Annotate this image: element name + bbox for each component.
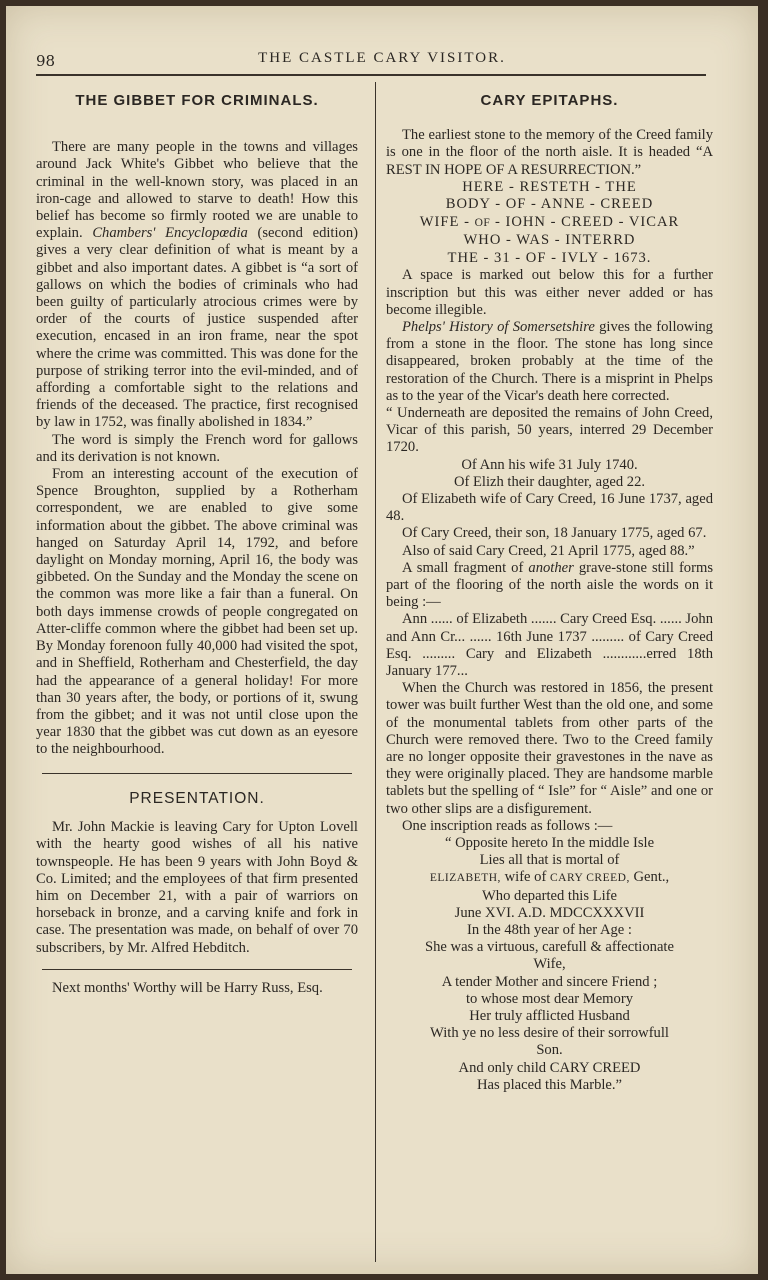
epitaph-line-2: Lies all that is mortal of (479, 852, 620, 869)
phelps-title: Phelps' History of Somersetshire (402, 318, 595, 335)
quote-line-1: “ Underneath are deposited the remains of John Creed, Vicar of this parish, 50 years, interred 29 December 1720. (386, 404, 713, 456)
fragment-inscription: Ann ...... of Elizabeth ....... Cary Creed Esq. ...... John and Ann Cr... ...... 16th June 1737 ......... of Cary Creed Esq. ......... Cary and Elizabeth ............erred 18th January 177... (386, 611, 713, 679)
inscription-line-3 (386, 214, 713, 233)
phelps-text: gives the following from a stone in the floor. The stone has long since disappeared, broken probably at the time of the restoration of the Church. There is a misprint in Phelps as to the year of the Vicar's death here corrected. (386, 318, 713, 404)
gibbet-text-1a: There are many people in the towns and villages around Jack White's Gibbet who believe that the criminal in the well-known story, was placed in an iron-cage and allowed to starve to death! How this belief has become so firmly rooted we are unable to explain. (36, 139, 358, 242)
presentation-heading: PRESENTATION. (129, 790, 265, 808)
restoration-paragraph: When the Church was restored in 1856, the present tower was built further West than the old one, and some of the monumental tablets from other parts of the Church were removed there. Two to the Creed family are no longer opposite their gravestones in the nave as they were originally placed. They are handsome marble tablets but the spelling of “ Isle” for “ Aisle” and one or two other slips are a disfigurement. (386, 680, 713, 817)
left-column (36, 92, 358, 998)
gibbet-heading: THE GIBBET FOR CRIMINALS. (75, 92, 319, 109)
epitaph-line-12: With ye no less desire of their sorrowfull (430, 1025, 669, 1042)
cary-creed-name: CARY CREED, (550, 872, 630, 885)
inscription-intro: One inscription reads as follows :— (402, 817, 613, 834)
epitaph-space-note: A space is marked out below this for a further inscription but this was either never added or has become illegible. (386, 267, 713, 318)
epitaph-line-3 (386, 869, 713, 887)
chambers-title: Chambers' Encyclopœdia (92, 225, 248, 242)
running-header (6, 46, 758, 76)
fragment-intro (386, 560, 713, 612)
publication-title: THE CASTLE CARY VISITOR. (258, 50, 506, 66)
quote-line-6: Also of said Cary Creed, 21 April 1775, aged 88.” (402, 542, 695, 559)
gibbet-paragraph-2: The word is simply the French word for gallows and its derivation is not known. (36, 431, 358, 465)
epitaph-line-1: “ Opposite hereto In the middle Isle (444, 835, 655, 852)
epitaph-line-11: Her truly afflicted Husband (469, 1008, 630, 1025)
magazine-page (6, 6, 758, 1274)
section-rule (42, 773, 352, 775)
epitaph-line-8: Wife, (533, 956, 566, 973)
insc3-of: OF (474, 216, 491, 229)
inscription-line-1: HERE - RESTETH - THE (462, 178, 637, 195)
anne-creed-inscription (386, 179, 713, 268)
fragment-italic: another (528, 559, 574, 576)
section-rule-2 (42, 969, 352, 971)
epitaph-line-14: And only child CARY CREED (458, 1059, 641, 1076)
right-column (386, 92, 713, 1094)
epitaph-line-15: Has placed this Marble.” (476, 1076, 623, 1093)
header-rule (36, 74, 706, 76)
epitaph-line-6: In the 48th year of her Age : (467, 922, 632, 939)
fragment-text-a: A small fragment of (402, 559, 524, 576)
fragment-text-b: grave-stone still forms part of the flooring of the north aisle the words on it being :— (386, 559, 713, 611)
epitaph-line-10: to whose most dear Memory (466, 990, 633, 1007)
quote-line-2: Of Ann his wife 31 July 1740. (461, 456, 638, 473)
epitaph-line-7: She was a virtuous, carefull & affectionate (425, 939, 674, 956)
epitaph-line-9: A tender Mother and sincere Friend ; (441, 973, 658, 990)
epitaphs-heading: CARY EPITAPHS. (480, 92, 619, 109)
insc3a: WIFE - (419, 213, 470, 230)
inscription-line-5: THE - 31 - OF - IVLY - 1673. (447, 249, 652, 266)
epitaph-line-5: June XVI. A.D. MDCCXXXVII (454, 904, 645, 921)
gibbet-paragraph-3: From an interesting account of the execution of Spence Broughton, supplied by a Rotherham correspondent, we are enabled to give some information about the gibbet. The above criminal was hanged on Saturday April 14, 1792, and before daylight on Monday morning, April 16, the body was gibbeted. On the Sunday and the Monday the scene on the common was more like a fair than a funeral. On both days immense crowds of people congregated on Atter-cliffe common where the gibbet had been set up. By Monday forenoon fully 40,000 had visited the spot, and in Sheffield, Rotherham and Chesterfield, the day had the appearance of a general holiday! For more than 30 years after, the body, or portions of it, swung from the gibbet; and it was not until close upon the year 1830 that the gibbet was cut down as an eyesore to the neighbourhood. (36, 466, 358, 758)
gibbet-text-1b: (second edition) gives a very clear definition of what is meant by a gibbet and also important dates. A gibbet is “a sort of gallows on which the bodies of criminals who had been guilty of particularly atrocious crimes were by order of the courts of justice suspended after execution, encased in an iron frame, near the spot where the crime was committed. This was done for the purpose of striking terror into the evil-minded, and of affording a comfortable sight to the relations and friends of the deceased. The practice, first recognised by law in 1752, was finally abolished in 1834.” (36, 225, 358, 431)
epitaph-line-13: Son. (536, 1042, 563, 1059)
worthy-note: Next months' Worthy will be Harry Russ, Esq. (52, 980, 323, 997)
presentation-paragraph: Mr. John Mackie is leaving Cary for Upton Lovell with the hearty good wishes of all his native townspeople. He has been 9 years with John Boyd & Co. Limited; and the employees of that firm presented him on December 21, with a pair of warriors on horseback in bronze, and a carving knife and fork in case. The presentation was made, on behalf of over 70 subscribers, by Mr. Alfred Hebditch. (36, 819, 358, 956)
insc3b: - IOHN - CREED - VICAR (494, 213, 680, 230)
elizabeth-creed-inscription (386, 835, 713, 1094)
elizabeth-name: ELIZABETH, (429, 872, 501, 885)
gent: Gent., (633, 869, 670, 886)
quote-line-5: Of Cary Creed, their son, 18 January 1775, aged 67. (402, 525, 707, 542)
epitaph-line-4: Who departed this Life (482, 887, 617, 904)
wife-of: wife of (504, 869, 547, 886)
phelps-paragraph (386, 319, 713, 405)
quote-line-3: Of Elizh their daughter, aged 22. (453, 473, 646, 490)
gibbet-paragraph-1 (36, 139, 358, 431)
inscription-line-4: WHO - WAS - INTERRD (463, 232, 636, 249)
column-divider (375, 82, 376, 1262)
inscription-line-2: BODY - OF - ANNE - CREED (445, 196, 654, 213)
epitaph-intro: The earliest stone to the memory of the Creed family is one in the floor of the north aisle. It is headed “A REST IN HOPE OF A RESURRECTION.” (386, 127, 713, 178)
page-number: 98 (36, 52, 56, 70)
quote-line-4: Of Elizabeth wife of Cary Creed, 16 June 1737, aged 48. (386, 490, 713, 525)
